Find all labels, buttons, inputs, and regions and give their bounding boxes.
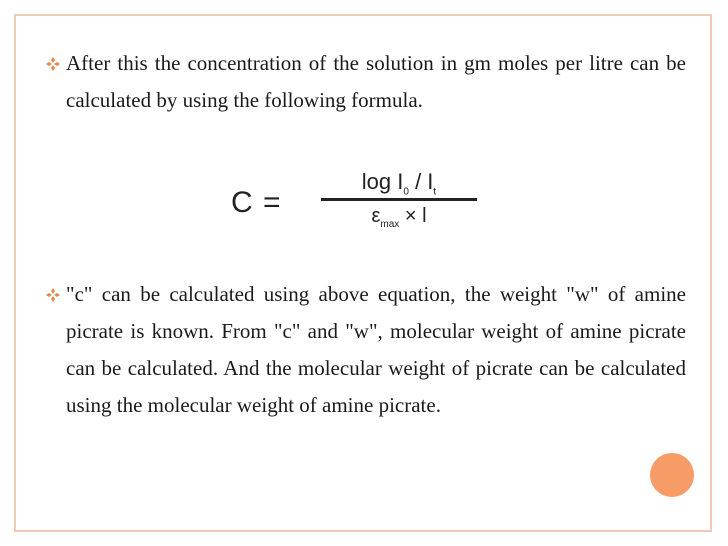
bullet-text: "c" can be calculated using above equation, the weight "w" of amine picrate is known. From "c" and "w", molecular weight of amine picrate can be calculated. And the molecular weight of picrate can be calculated using the molecular weight of amine picrate. — [66, 282, 686, 417]
formula — [225, 168, 485, 232]
formula-denominator: $\varepsilon_{max} \times l$ — [371, 205, 427, 230]
formula-lhs: C = — [231, 186, 282, 219]
bullet-item-concentration — [46, 45, 686, 119]
decorative-circle — [650, 453, 694, 497]
fraction-bar — [321, 198, 477, 201]
bullet-item-molecular-weight — [46, 276, 686, 424]
formula-fraction — [321, 168, 477, 238]
formula-numerator: $\log I_0 / I_t$ — [361, 169, 437, 198]
four-diamond-bullet-icon — [46, 57, 60, 71]
bullet-text: After this the concentration of the solution in gm moles per litre can be calculated by using the following formula. — [66, 51, 686, 112]
four-diamond-bullet-icon — [46, 288, 60, 302]
